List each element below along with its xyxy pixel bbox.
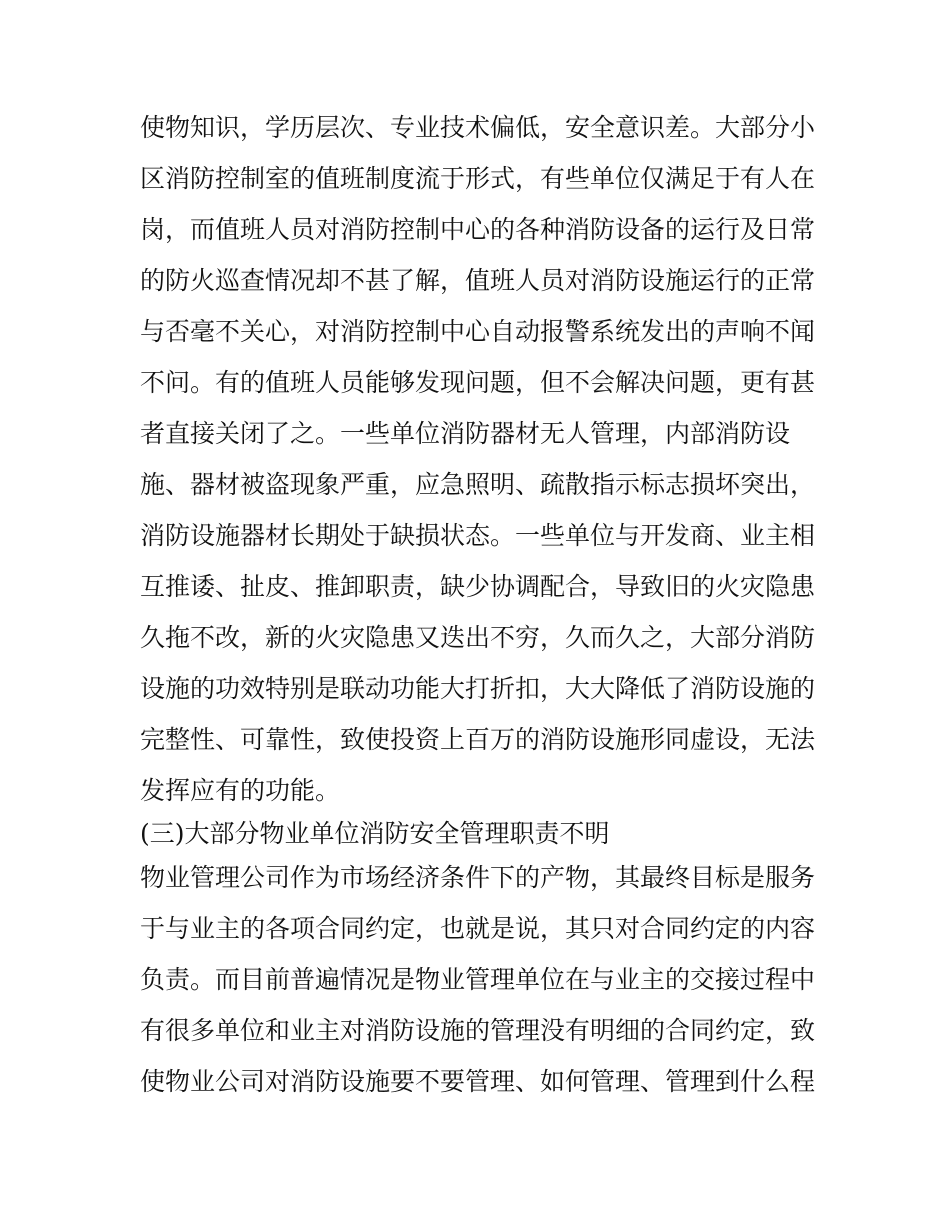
paragraph-line: 物业管理公司作为市场经济条件下的产物，其最终目标是服务: [140, 863, 816, 892]
paragraph-line: 施、器材被盗现象严重，应急照明、疏散指示标志损坏突出，: [140, 470, 816, 499]
paragraph-line: 有很多单位和业主对消防设施的管理没有明细的合同约定，致: [140, 1016, 816, 1045]
document-body: [140, 102, 820, 1107]
paragraph-line: 互推诿、扯皮、推卸职责，缺少协调配合，导致旧的火灾隐患: [140, 572, 816, 601]
paragraph-line: 不问。有的值班人员能够发现问题，但不会解决问题，更有甚: [140, 368, 816, 397]
paragraph-line: 负责。而目前普遍情况是物业管理单位在与业主的交接过程中: [140, 965, 816, 994]
paragraph-line: 与否毫不关心，对消防控制中心自动报警系统发出的声响不闻: [140, 317, 816, 346]
paragraph-line: 区消防控制室的值班制度流于形式，有些单位仅满足于有人在: [140, 164, 816, 193]
section-heading: (三)大部分物业单位消防安全管理职责不明: [140, 819, 610, 848]
paragraph-line: 使物业公司对消防设施要不要管理、如何管理、管理到什么程: [140, 1067, 816, 1096]
paragraph-line: 的防火巡查情况却不甚了解，值班人员对消防设施运行的正常: [140, 266, 816, 295]
paragraph-line: 者直接关闭了之。一些单位消防器材无人管理，内部消防设: [140, 419, 791, 448]
paragraph-line: 设施的功效特别是联动功能大打折扣，大大降低了消防设施的: [140, 674, 816, 703]
paragraph-line: 岗，而值班人员对消防控制中心的各种消防设备的运行及日常: [140, 215, 816, 244]
paragraph-line: 使物知识，学历层次、专业技术偏低，安全意识差。大部分小: [140, 113, 816, 142]
paragraph-line: 完整性、可靠性，致使投资上百万的消防设施形同虚设，无法: [140, 725, 816, 754]
paragraph-line: 久拖不改，新的火灾隐患又迭出不穷，久而久之，大部分消防: [140, 623, 816, 652]
paragraph-line: 于与业主的各项合同约定，也就是说，其只对合同约定的内容: [140, 914, 816, 943]
paragraph-line: 发挥应有的功能。: [140, 776, 341, 805]
paragraph-line: 消防设施器材长期处于缺损状态。一些单位与开发商、业主相: [140, 521, 816, 550]
